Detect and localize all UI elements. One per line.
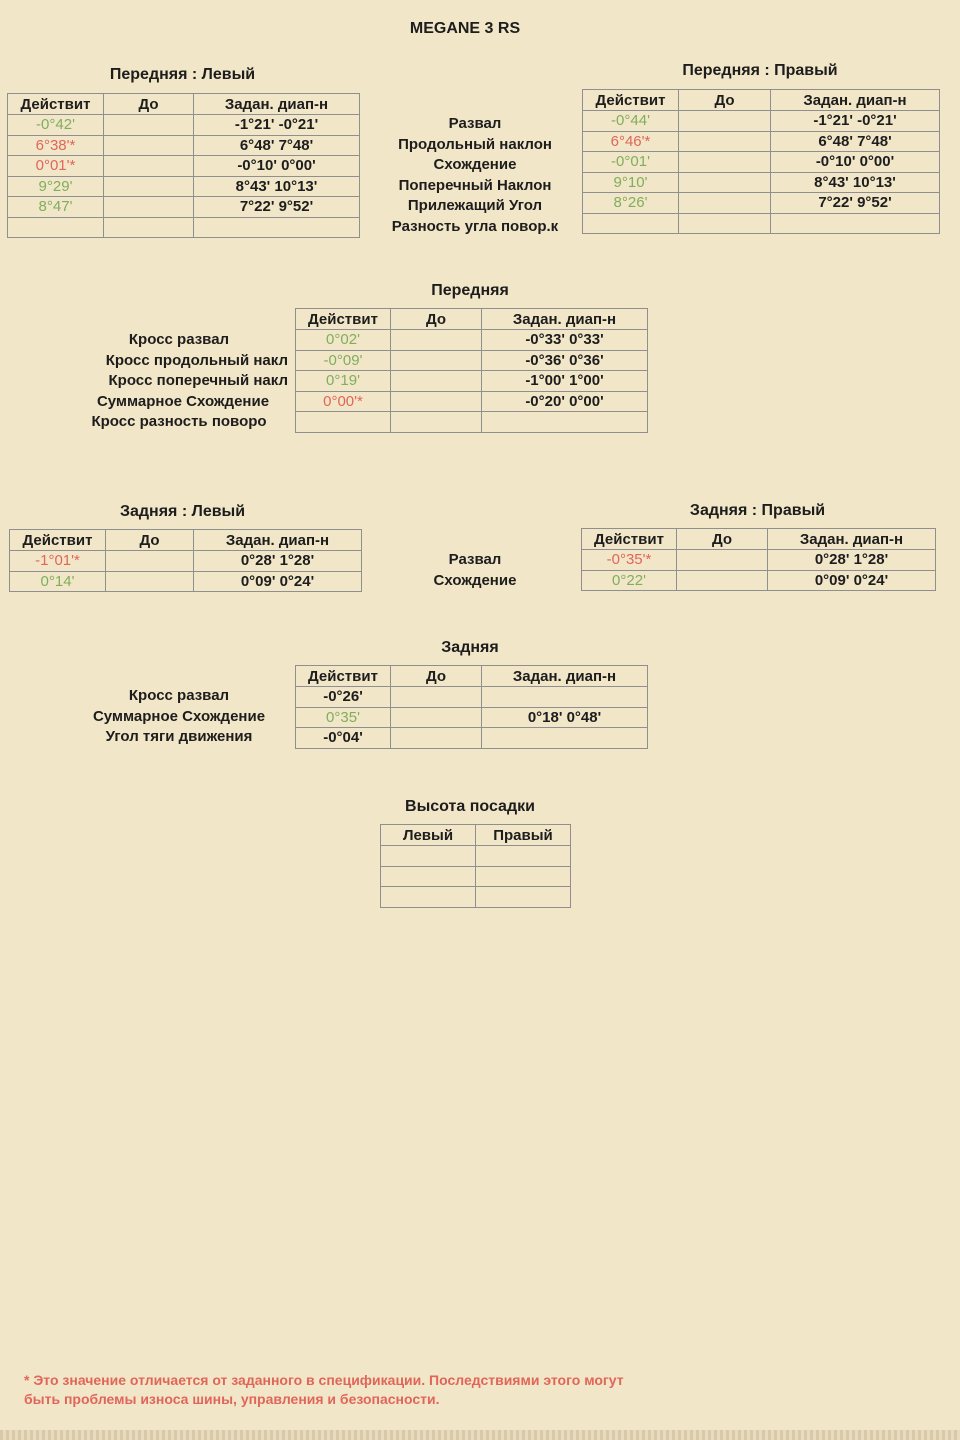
range-value: -0°36' 0°36' <box>482 350 648 371</box>
right-value <box>476 846 571 867</box>
table-row <box>582 550 936 571</box>
actual-value: 0°22' <box>582 570 677 591</box>
header-before: До <box>106 530 194 551</box>
left-value <box>381 846 476 867</box>
before-value <box>679 152 771 173</box>
rear-right-table <box>581 528 936 591</box>
header-actual: Действит <box>10 530 106 551</box>
table-row <box>296 412 648 433</box>
actual-value: 9°29' <box>8 176 104 197</box>
parameter-label: Схождение <box>433 571 517 589</box>
rear-cross-labels <box>60 686 298 748</box>
before-value <box>679 193 771 214</box>
range-value: 0°09' 0°24' <box>768 570 936 591</box>
range-value: -0°33' 0°33' <box>482 330 648 351</box>
table-row <box>8 156 360 177</box>
footnote-line: быть проблемы износа шины, управления и безопасности. <box>24 1391 440 1407</box>
parameter-label: Кросс поперечный накл <box>108 372 288 389</box>
front-cross-labels <box>40 330 288 433</box>
header-left: Левый <box>381 825 476 846</box>
actual-value: -0°26' <box>296 687 391 708</box>
actual-value: -0°44' <box>583 111 679 132</box>
actual-value <box>8 217 104 238</box>
header-actual: Действит <box>8 94 104 115</box>
actual-value: -0°42' <box>8 115 104 136</box>
table-row <box>583 193 940 214</box>
header-actual: Действит <box>296 666 391 687</box>
range-value: 0°28' 1°28' <box>194 551 362 572</box>
table-row <box>381 887 571 908</box>
range-value <box>194 217 360 238</box>
actual-value: -0°35'* <box>582 550 677 571</box>
actual-value: 6°38'* <box>8 135 104 156</box>
actual-value <box>296 412 391 433</box>
header-range: Задан. диап-н <box>482 309 648 330</box>
actual-value: 6°46'* <box>583 131 679 152</box>
before-value <box>677 570 768 591</box>
parameter-label: Развал <box>448 115 502 132</box>
before-value <box>104 135 194 156</box>
header-range: Задан. диап-н <box>768 529 936 550</box>
footnote-line: * Это значение отличается от заданного в спецификации. Последствиями этого могут <box>24 1372 624 1388</box>
before-value <box>391 707 482 728</box>
actual-value: 9°10' <box>583 172 679 193</box>
range-value: -0°10' 0°00' <box>771 152 940 173</box>
front-right-table <box>582 89 940 234</box>
left-value <box>381 866 476 887</box>
range-value: 7°22' 9°52' <box>194 197 360 218</box>
range-value: 0°09' 0°24' <box>194 571 362 592</box>
table-row <box>8 115 360 136</box>
range-value: 0°28' 1°28' <box>768 550 936 571</box>
front-cross-table <box>295 308 648 433</box>
table-row <box>381 866 571 887</box>
actual-value: -0°09' <box>296 350 391 371</box>
parameter-label: Кросс развал <box>128 687 230 704</box>
front-cross-title: Передняя <box>431 282 509 299</box>
header-range: Задан. диап-н <box>482 666 648 687</box>
table-row <box>583 152 940 173</box>
before-value <box>391 350 482 371</box>
before-value <box>104 217 194 238</box>
left-value <box>381 887 476 908</box>
parameter-label: Кросс продольный накл <box>105 351 288 369</box>
front-left-title: Передняя : Левый <box>109 66 256 83</box>
before-value <box>391 728 482 749</box>
range-value: -1°00' 1°00' <box>482 371 648 392</box>
table-row <box>8 217 360 238</box>
range-value: -0°20' 0°00' <box>482 391 648 412</box>
actual-value: 8°47' <box>8 197 104 218</box>
rear-cross-table <box>295 665 648 749</box>
header-before: До <box>391 666 482 687</box>
range-value <box>771 213 940 234</box>
header-before: До <box>391 309 482 330</box>
range-value <box>482 687 648 708</box>
parameter-label: Угол тяги движения <box>105 728 253 745</box>
range-value: -0°10' 0°00' <box>194 156 360 177</box>
rear-right-title: Задняя : Правый <box>689 502 826 519</box>
range-value: -1°21' -0°21' <box>194 115 360 136</box>
document-title: MEGANE 3 RS <box>409 20 521 37</box>
rear-cross-title: Задняя <box>441 639 499 656</box>
actual-value: 0°01'* <box>8 156 104 177</box>
header-before: До <box>104 94 194 115</box>
actual-value: 8°26' <box>583 193 679 214</box>
before-value <box>679 172 771 193</box>
front-right-title: Передняя : Правый <box>682 62 838 79</box>
before-value <box>391 687 482 708</box>
before-value <box>104 156 194 177</box>
rear-parameter-labels <box>380 550 570 591</box>
header-actual: Действит <box>583 90 679 111</box>
table-row <box>296 391 648 412</box>
right-value <box>476 866 571 887</box>
table-row <box>8 135 360 156</box>
header-right: Правый <box>476 825 571 846</box>
parameter-label: Схождение <box>433 156 517 173</box>
paper-edge <box>0 1430 960 1440</box>
ride-height-table <box>380 824 571 908</box>
header-range: Задан. диап-н <box>194 94 360 115</box>
table-row <box>10 551 362 572</box>
parameter-label: Кросс развал <box>128 331 230 348</box>
parameter-label: Суммарное Схождение <box>92 707 266 725</box>
before-value <box>106 551 194 572</box>
table-row <box>583 172 940 193</box>
range-value <box>482 728 648 749</box>
before-value <box>106 571 194 592</box>
table-row <box>583 131 940 152</box>
before-value <box>677 550 768 571</box>
header-actual: Действит <box>582 529 677 550</box>
table-row <box>296 330 648 351</box>
table-row <box>10 571 362 592</box>
range-value: 0°18' 0°48' <box>482 707 648 728</box>
range-value: 6°48' 7°48' <box>194 135 360 156</box>
actual-value: -0°04' <box>296 728 391 749</box>
actual-value: 0°14' <box>10 571 106 592</box>
header-before: До <box>677 529 768 550</box>
ride-height-title: Высота посадки <box>405 798 535 815</box>
before-value <box>104 115 194 136</box>
actual-value: 0°02' <box>296 330 391 351</box>
right-value <box>476 887 571 908</box>
table-row <box>296 350 648 371</box>
table-row <box>583 111 940 132</box>
parameter-label: Разность угла повор.к <box>391 217 559 235</box>
front-parameter-labels <box>366 114 584 237</box>
footnote <box>24 1371 924 1409</box>
header-before: До <box>679 90 771 111</box>
range-value: 8°43' 10°13' <box>194 176 360 197</box>
rear-left-table <box>9 529 362 592</box>
parameter-label: Развал <box>448 551 502 568</box>
header-range: Задан. диап-н <box>194 530 362 551</box>
actual-value: -1°01'* <box>10 551 106 572</box>
table-row <box>381 846 571 867</box>
table-row <box>583 213 940 234</box>
parameter-label: Суммарное Схождение <box>96 392 270 410</box>
rear-left-title: Задняя : Левый <box>119 503 246 520</box>
range-value: 7°22' 9°52' <box>771 193 940 214</box>
front-left-table <box>7 93 360 238</box>
range-value <box>482 412 648 433</box>
before-value <box>391 371 482 392</box>
before-value <box>391 330 482 351</box>
parameter-label: Продольный наклон <box>398 135 552 153</box>
actual-value <box>583 213 679 234</box>
table-row <box>296 687 648 708</box>
table-row <box>8 197 360 218</box>
parameter-label: Кросс разность поворо <box>91 413 267 430</box>
actual-value: 0°19' <box>296 371 391 392</box>
before-value <box>391 391 482 412</box>
before-value <box>679 213 771 234</box>
range-value: 6°48' 7°48' <box>771 131 940 152</box>
header-range: Задан. диап-н <box>771 90 940 111</box>
range-value: 8°43' 10°13' <box>771 172 940 193</box>
header-actual: Действит <box>296 309 391 330</box>
table-row <box>296 707 648 728</box>
before-value <box>679 131 771 152</box>
range-value: -1°21' -0°21' <box>771 111 940 132</box>
actual-value: -0°01' <box>583 152 679 173</box>
before-value <box>391 412 482 433</box>
actual-value: 0°00'* <box>296 391 391 412</box>
parameter-label: Поперечный Наклон <box>398 176 552 194</box>
table-row <box>296 371 648 392</box>
before-value <box>104 197 194 218</box>
table-row <box>296 728 648 749</box>
actual-value: 0°35' <box>296 707 391 728</box>
table-row <box>582 570 936 591</box>
table-row <box>8 176 360 197</box>
parameter-label: Прилежащий Угол <box>407 197 543 214</box>
before-value <box>104 176 194 197</box>
before-value <box>679 111 771 132</box>
